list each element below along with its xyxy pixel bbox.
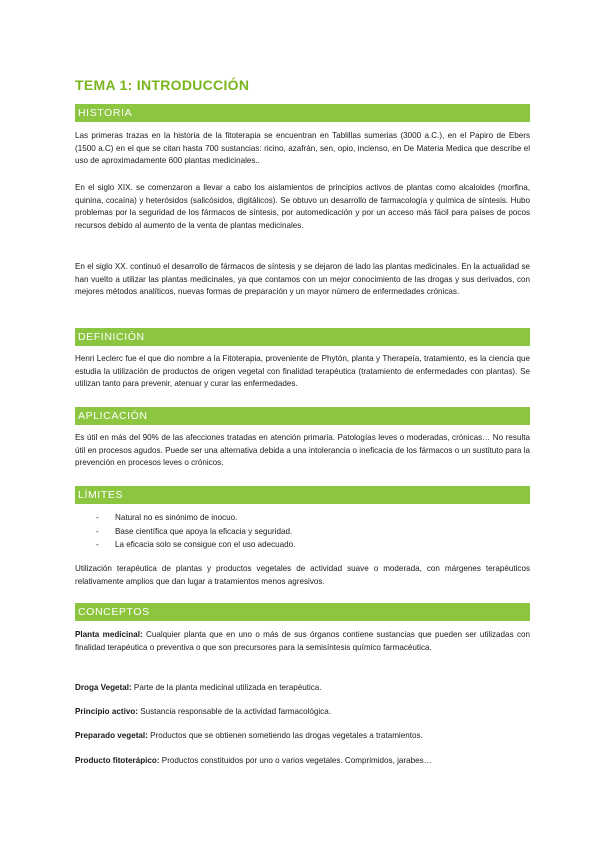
concepto-term: Planta medicinal: [75, 630, 143, 639]
section-heading-definicion: DEFINICIÓN [75, 328, 530, 346]
limites-list [75, 511, 530, 552]
list-item [75, 525, 530, 539]
list-item-text: Base científica que apoya la eficacia y seguridad. [115, 526, 293, 536]
page-title: TEMA 1: INTRODUCCIÓN [75, 77, 250, 93]
concepto-text: Productos constituidos por uno o varios vegetales. Comprimidos, jarabes… [159, 756, 432, 765]
section-heading-conceptos: CONCEPTOS [75, 603, 530, 621]
section-heading-limites: LÍMITES [75, 486, 530, 504]
concepto-text: Sustancia responsable de la actividad farmacológica. [137, 707, 331, 716]
list-item [75, 511, 530, 525]
concepto-entry [75, 706, 530, 719]
bullet-dash: - [96, 540, 99, 549]
bullet-dash: - [96, 513, 99, 522]
list-item-text: La eficacia solo se consigue con el uso adecuado. [115, 540, 296, 549]
concepto-entry [75, 629, 530, 654]
concepto-term: Producto fitoterápico: [75, 756, 160, 765]
list-item [75, 538, 530, 552]
concepto-term: Preparado vegetal: [75, 731, 148, 740]
historia-paragraph-3: En el siglo XX. continuó el desarrollo de fármacos de síntesis y se dejaron de lado las plantas medicinales. En la actualidad se han vuelto a utilizar las plantas medicinales, ya que contamos con un mejor conocimiento de las drogas y sus derivados, con mejores métodos analíticos, nuevas formas de preparación y un mayor número de enfermedades crónicas. [75, 262, 530, 297]
concepto-entry [75, 682, 530, 695]
concepto-entry [75, 755, 530, 768]
aplicacion-paragraph: Es útil en más del 90% de las afecciones tratadas en atención primaria. Patologías leves o moderadas, crónicas… No resulta útil en procesos agudos. Puede ser una alternativa debida a una intolerancia o ineficacia de los fármacos o un sustituto para la prevención en procesos leves o crónicos. [75, 433, 530, 468]
historia-paragraph-1: Las primeras trazas en la historia de la fitoterapia se encuentran en Tablillas sumerias (3000 a.C.), en el Papiro de Ebers (1500 a.C) en el que se citan hasta 700 sustancias: ricino, azafrán, sen, opio, incienso, en De Materia Medica que describe el uso de aproximadamente 600 plantas medicinales.. [75, 131, 530, 166]
concepto-text: Productos que se obtienen sometiendo las drogas vegetales a tratamientos. [147, 731, 423, 740]
concepto-term: Droga Vegetal: [75, 683, 132, 692]
historia-paragraph-2: En el siglo XIX. se comenzaron a llevar a cabo los aislamientos de principios activos de plantas como alcaloides (morfina, quinina, cocaína) y heterósidos (salicósidos, digitálicos). Se obtuvo un desarrollo de farmacología y química de síntesis. Hubo problemas por la seguridad de los fármacos de síntesis, por automedicación y por un acceso más fácil para países de pocos recursos debido al aumento de la venta de plantas medicinales. [75, 183, 530, 230]
section-heading-aplicacion: APLICACIÓN [75, 407, 530, 425]
concepto-entry [75, 730, 530, 743]
concepto-text: Parte de la planta medicinal utilizada en terapéutica. [131, 683, 322, 692]
limites-paragraph: Utilización terapéutica de plantas y productos vegetales de actividad suave o moderada, con márgenes terapéuticos relativamente amplios que dan lugar a tratamientos menos agresivos. [75, 564, 530, 586]
list-item-text: Natural no es sinónimo de inocuo. [115, 513, 238, 522]
bullet-dash: - [96, 526, 99, 536]
section-heading-historia: HISTORIA [75, 104, 530, 122]
definicion-paragraph: Henri Leclerc fue el que dio nombre a la Fitoterapia, proveniente de Phytón, planta y Therapeía, tratamiento, es la ciencia que estudia la utilización de productos de origen vegetal con finalidad terapéutica (tratamiento de enfermedades con plantas). Se utilizan tanto para prevenir, atenuar y curar las enfermedades. [75, 354, 530, 389]
concepto-text: Cualquier planta que en uno o más de sus órganos contiene sustancias que pueden ser utilizadas con finalidad terapéutica o preventiva o que son precursores para la semisíntesis químico farmacéutica. [75, 630, 530, 652]
concepto-term: Principio activo: [75, 707, 138, 716]
